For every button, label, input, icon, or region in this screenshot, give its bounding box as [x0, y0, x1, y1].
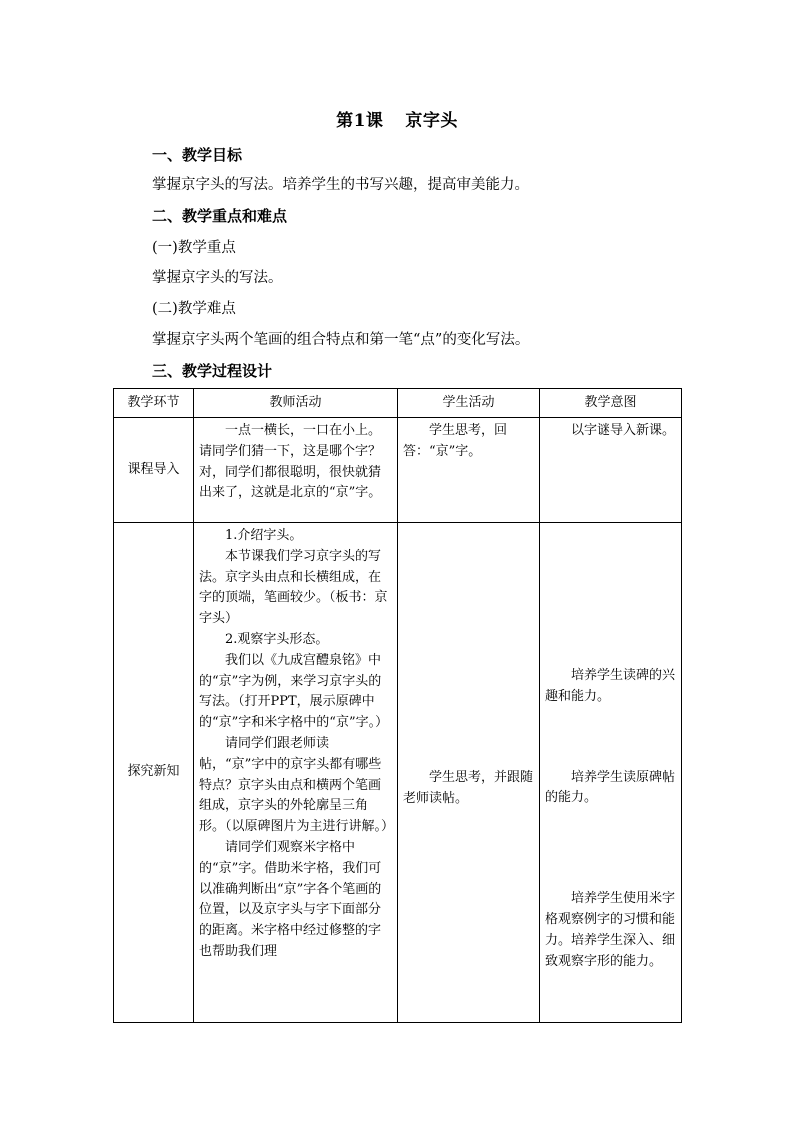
student-activity-cell: 学生思考，回答：“京”字。	[398, 418, 540, 523]
teacher-paragraph: 本节课我们学习京字头的写法。京字头由点和长横组成，在字的顶端，笔画较少。（板书：京字头）	[199, 548, 388, 627]
teacher-activity-cell: 一点一横长，一口在小上。请同学们猜一下，这是哪个字？对，同学们都很聪明，很快就猜出来了，这就是北京的“京”字。	[194, 418, 398, 523]
lesson-name: 京字头	[405, 111, 458, 131]
teacher-activity-cell	[194, 523, 398, 1023]
student-activity-text: 学生思考，并跟随老师读帖。	[403, 770, 534, 806]
lesson-title	[0, 106, 794, 131]
difficulty-text: 掌握京字头两个笔画的组合特点和第一笔“点”的变化写法。	[152, 332, 530, 348]
header-stage: 教学环节	[114, 389, 194, 418]
header-teacher: 教师活动	[194, 389, 398, 418]
header-intent: 教学意图	[540, 389, 682, 418]
intent-cell	[540, 523, 682, 1023]
table-row	[114, 523, 682, 1023]
intent-cell: 以字谜导入新课。	[540, 418, 682, 523]
teacher-paragraph: 1.介绍字头。	[225, 528, 303, 543]
table-row	[114, 418, 682, 523]
goals-text: 掌握京字头的写法。培养学生的书写兴趣，提高审美能力。	[152, 177, 529, 193]
keypoints-heading: 二、教学重点和难点	[152, 207, 288, 225]
teacher-paragraph: 2.观察字头形态。	[225, 631, 329, 647]
intent-text: 培养学生读碑的兴趣和能力。	[545, 668, 676, 704]
lesson-number: 第1课	[336, 111, 384, 131]
stage-cell: 课程导入	[114, 418, 194, 523]
intent-text: 培养学生读原碑帖的能力。	[545, 769, 676, 806]
stage-cell: 探究新知	[114, 523, 194, 1023]
difficulty-subheading: (二)教学难点	[152, 301, 236, 317]
teacher-paragraph: 我们以《九成宫醴泉铭》中的“京”字为例，来学习京字头的写法。（打开PPT，展示原碑中的“京”字和米字格中的“京”字。）	[199, 652, 389, 731]
table-header-row	[114, 389, 682, 418]
teacher-paragraph: 请同学们观察米字格中的“京”字。借助米字格，我们可以准确判断出“京”字各个笔画的位置，以及京字头与字下面部分的距离。米字格中经过修整的字也帮助我们理	[199, 839, 382, 959]
lesson-process-table	[113, 388, 682, 1023]
student-activity-cell	[398, 523, 540, 1023]
key-subheading: (一)教学重点	[152, 240, 236, 256]
teacher-paragraph: 请同学们跟老师读帖，“京”字中的京字头都有哪些特点？京字头由点和横两个笔画组成，京字头的外轮廓呈三角形。（以原碑图片为主进行讲解。）	[199, 735, 395, 835]
process-heading: 三、教学过程设计	[152, 362, 273, 380]
goals-heading: 一、教学目标	[152, 146, 243, 164]
intent-text: 培养学生使用米字格观察例字的习惯和能力。培养学生深入、细致观察字形的能力。	[545, 891, 676, 969]
header-student: 学生活动	[398, 389, 540, 418]
key-text: 掌握京字头的写法。	[152, 270, 283, 286]
